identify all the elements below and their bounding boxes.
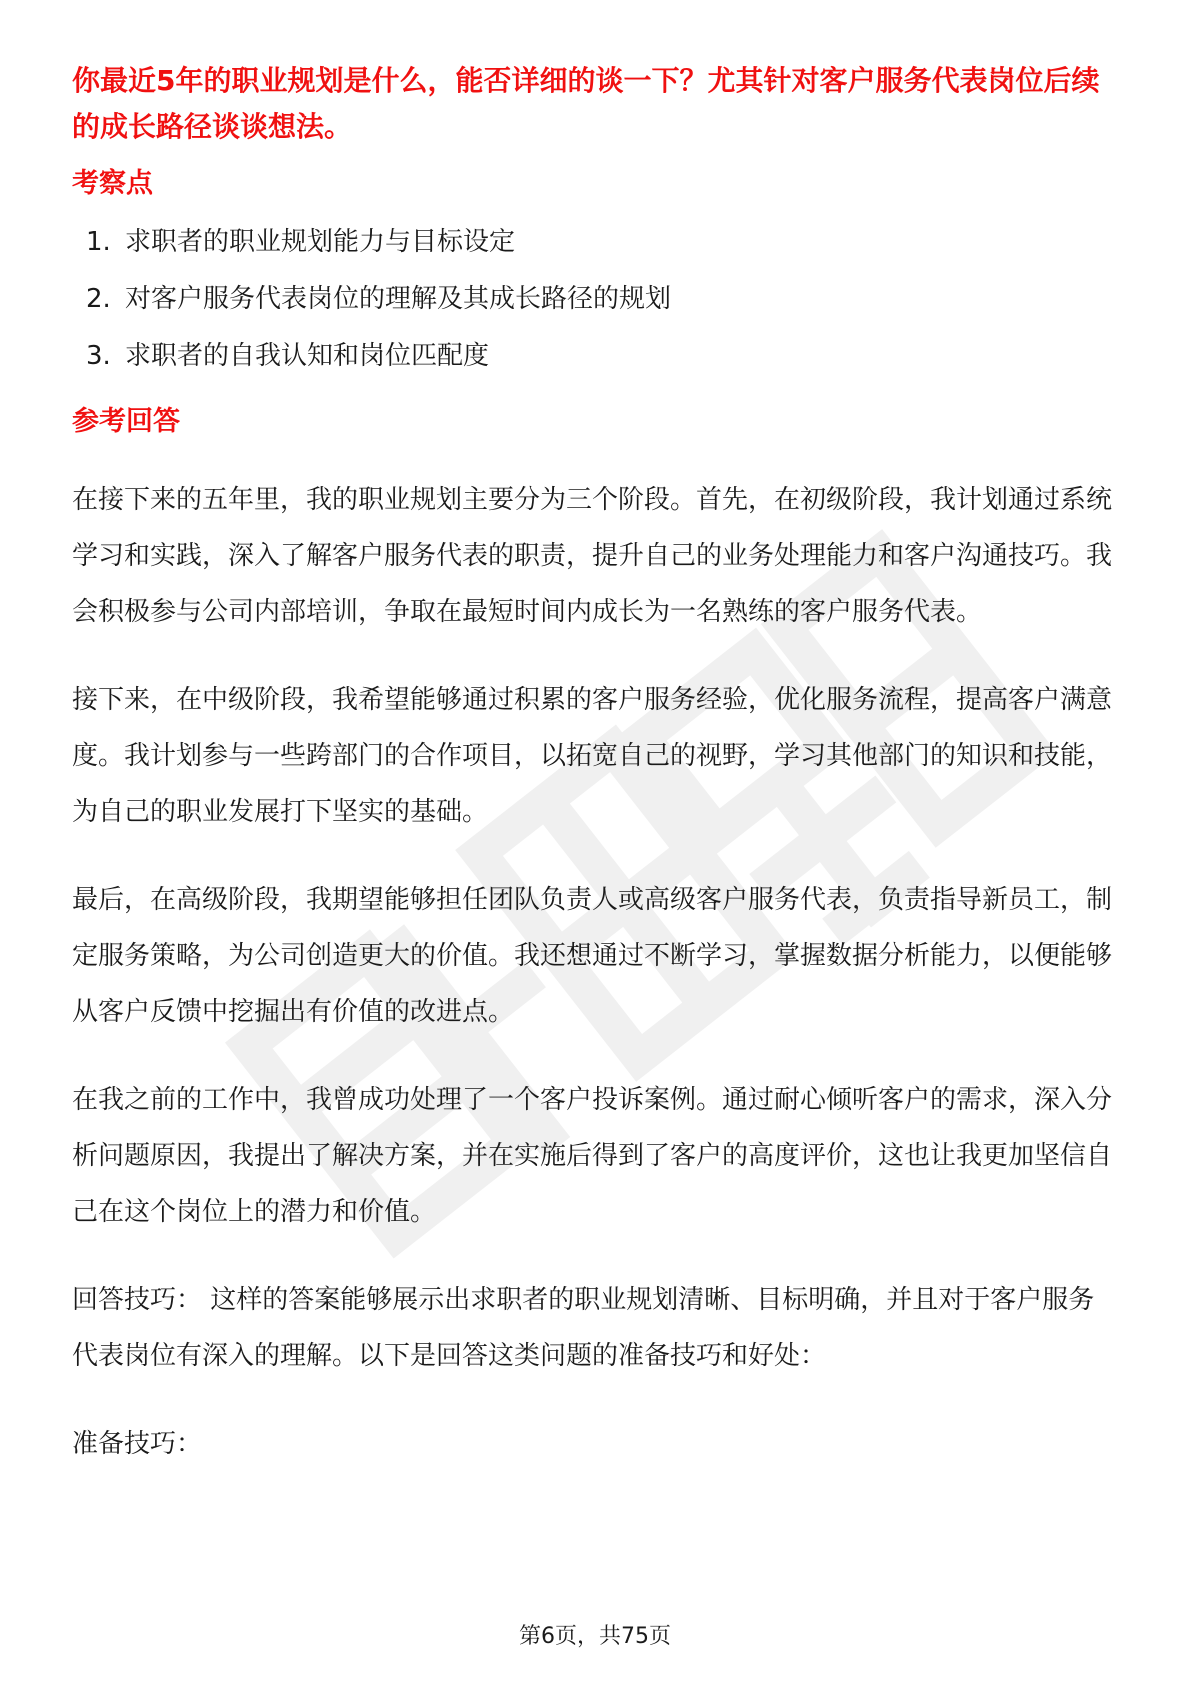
list-item	[72, 279, 1118, 319]
list-item-text: 对客户服务代表岗位的理解及其成长路径的规划	[125, 284, 672, 314]
question-title: 你最近5年的职业规划是什么，能否详细的谈一下？尤其针对客户服务代表岗位后续的成长路径谈谈想法。	[72, 64, 1100, 143]
list-item-text: 求职者的自我认知和岗位匹配度	[125, 341, 490, 371]
answer-paragraph-1: 在接下来的五年里，我的职业规划主要分为三个阶段。首先，在初级阶段，我计划通过系统学习和实践，深入了解客户服务代表的职责，提升自己的业务处理能力和客户沟通技巧。我会积极参与公司内部培训，争取在最短时间内成长为一名熟练的客户服务代表。	[72, 485, 1113, 627]
answer-paragraph-4: 在我之前的工作中，我曾成功处理了一个客户投诉案例。通过耐心倾听客户的需求，深入分析问题原因，我提出了解决方案，并在实施后得到了客户的高度评价，这也让我更加坚信自己在这个岗位上的潜力和价值。	[72, 1085, 1113, 1227]
list-item	[72, 222, 1118, 262]
points-list	[72, 222, 1118, 376]
answer-paragraph-3: 最后，在高级阶段，我期望能够担任团队负责人或高级客户服务代表，负责指导新员工，制定服务策略，为公司创造更大的价值。我还想通过不断学习，掌握数据分析能力，以便能够从客户反馈中挖掘出有价值的改进点。	[72, 885, 1113, 1027]
list-item-number: 3.	[86, 341, 111, 371]
prep-tips-label: 准备技巧：	[72, 1429, 203, 1459]
points-heading: 考察点	[72, 168, 153, 199]
list-item	[72, 336, 1118, 376]
document-page	[72, 58, 1118, 1472]
list-item-number: 2.	[86, 284, 111, 314]
answer-heading: 参考回答	[72, 406, 180, 437]
list-item-number: 1.	[86, 227, 111, 257]
list-item-text: 求职者的职业规划能力与目标设定	[125, 227, 516, 257]
answer-paragraph-2: 接下来，在中级阶段，我希望能够通过积累的客户服务经验，优化服务流程，提高客户满意度。我计划参与一些跨部门的合作项目，以拓宽自己的视野，学习其他部门的知识和技能，为自己的职业发展打下坚实的基础。	[72, 685, 1113, 827]
page-number-footer: 第6页，共75页	[519, 1624, 671, 1649]
answer-tips-paragraph: 回答技巧： 这样的答案能够展示出求职者的职业规划清晰、目标明确，并且对于客户服务代表岗位有深入的理解。以下是回答这类问题的准备技巧和好处：	[72, 1285, 1095, 1371]
